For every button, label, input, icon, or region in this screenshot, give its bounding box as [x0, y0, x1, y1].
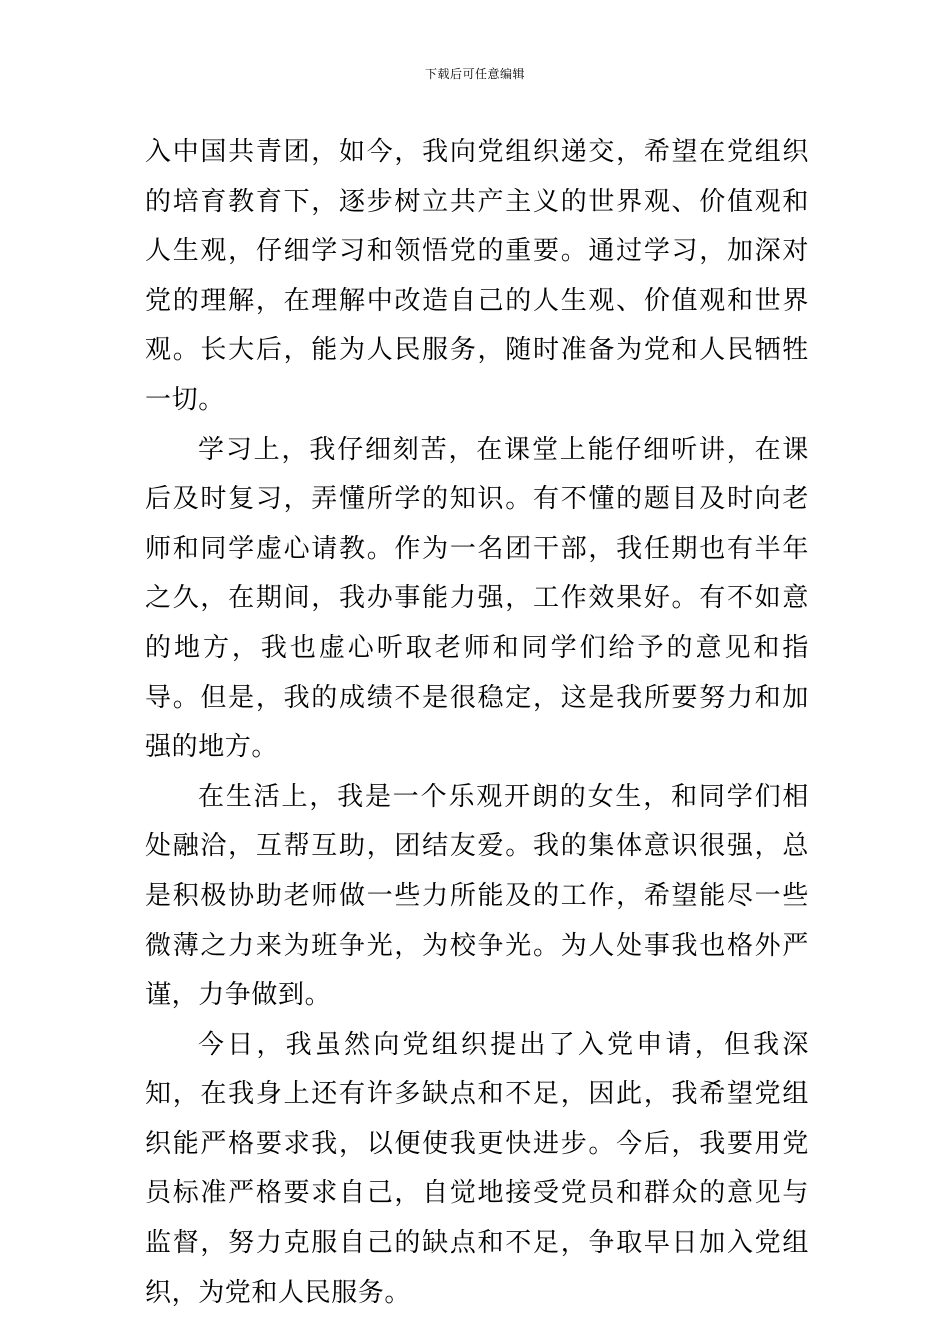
page-header: 下载后可任意编辑 — [424, 67, 525, 81]
paragraph-study: 学习上，我仔细刻苦，在课堂上能仔细听讲，在课后及时复习，弄懂所学的知识。有不懂的题目及时向老师和同学虚心请教。作为一名团干部，我任期也有半年之久，在期间，我办事能力强，工作效果好。有不如意的地方，我也虚心听取老师和同学们给予的意见和指导。但是，我的成绩不是很稳定，这是我所要努力和加强的地方。 — [145, 434, 809, 763]
paragraph-continuation: 入中国共青团，如今，我向党组织递交，希望在党组织的培育教育下，逐步树立共产主义的世界观、价值观和人生观，仔细学习和领悟党的重要。通过学习，加深对党的理解，在理解中改造自己的人生观、价值观和世界观。长大后，能为人民服务，随时准备为党和人民牺牲一切。 — [145, 137, 809, 415]
paragraph-life: 在生活上，我是一个乐观开朗的女生，和同学们相处融洽，互帮互助，团结友爱。我的集体意识很强，总是积极协助老师做一些力所能及的工作，希望能尽一些微薄之力来为班争光，为校争光。为人处事我也格外严谨，力争做到。 — [145, 781, 809, 1011]
document-body — [145, 128, 809, 1318]
paragraph-conclusion: 今日，我虽然向党组织提出了入党申请，但我深知，在我身上还有许多缺点和不足，因此，我希望党组织能严格要求我，以便使我更快进步。今后，我要用党员标准严格要求自己，自觉地接受党员和群众的意见与监督，努力克服自己的缺点和不足，争取早日加入党组织，为党和人民服务。 — [145, 1029, 809, 1308]
